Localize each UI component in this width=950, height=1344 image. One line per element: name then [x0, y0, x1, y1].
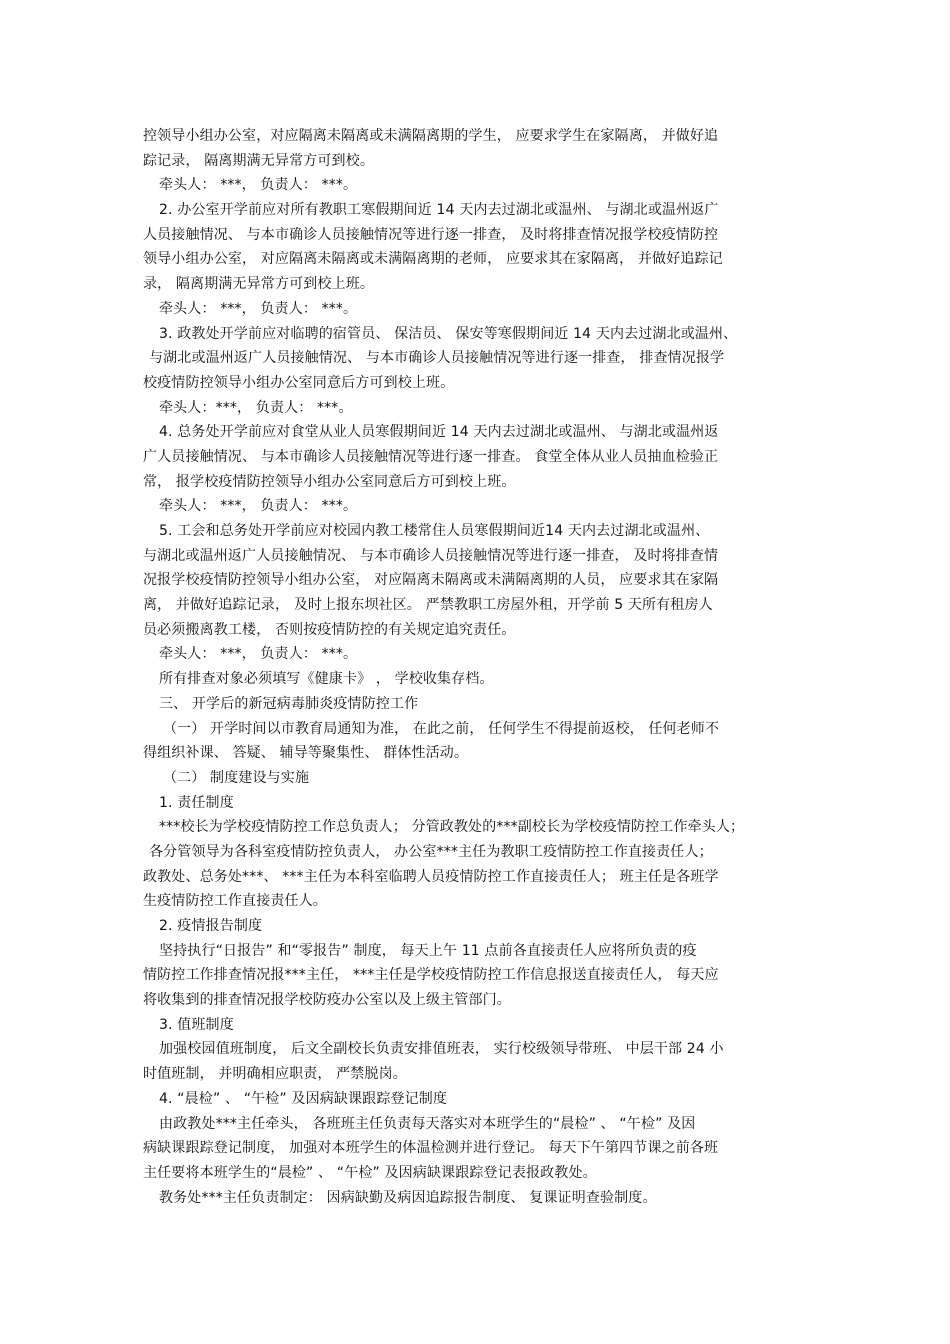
text-line: 校疫情防控领导小组办公室同意后方可到校上班。	[143, 374, 455, 391]
subsection-heading: 2. 疫情报告制度	[159, 918, 263, 934]
text-line: （一） 开学时间以市教育局通知为准， 在此之前， 任何学生不得提前返校， 任何老师不	[163, 720, 720, 737]
text-line: 牵头人：***， 负责人： ***。	[159, 399, 353, 416]
text-line: 3. 政教处开学前应对临聘的宿管员、 保洁员、 保安等寒假期间近 14 天内去过湖北或温州、	[159, 325, 738, 342]
text-line: 时值班制， 并明确相应职责， 严禁脱岗。	[143, 1066, 407, 1083]
subsection-heading: 4. “晨检” 、 “午检” 及因病缺课跟踪登记制度	[159, 1090, 448, 1107]
section-heading: 三、 开学后的新冠病毒肺炎疫情防控工作	[159, 695, 419, 712]
text-line: 主任要将本班学生的“晨检” 、 “午检” 及因病缺课跟踪登记表报政教处。	[143, 1164, 597, 1181]
text-line: 况报学校疫情防控领导小组办公室， 对应隔离未隔离或未满隔离期的人员， 应要求其在家隔	[143, 572, 719, 589]
document-page	[143, 124, 813, 1210]
text-line: 将收集到的排查情况报学校防疫办公室以及上级主管部门。	[143, 992, 511, 1009]
text-line: 离， 并做好追踪记录， 及时上报东坝社区。 严禁教职工房屋外租，开学前 5 天所有租房人	[143, 597, 713, 614]
text-line: 情防控工作排查情况报***主任， ***主任是学校疫情防控工作信息报送直接责任人， 每天应	[143, 967, 719, 984]
text-line: 牵头人： ***， 负责人： ***。	[159, 498, 358, 515]
text-line: 5. 工会和总务处开学前应对校园内教工楼常住人员寒假期间近14 天内去过湖北或温州、	[159, 523, 710, 539]
text-line: 4. 总务处开学前应对食堂从业人员寒假期间近 14 天内去过湖北或温州、 与湖北或温州返	[159, 424, 719, 441]
text-line: 踪记录， 隔离期满无异常方可到校。	[143, 152, 374, 169]
text-line: 牵头人： ***， 负责人： ***。	[159, 646, 358, 663]
text-line: 录， 隔离期满无异常方可到校上班。	[143, 276, 374, 293]
text-line: 所有排查对象必须填写《健康卡》 ， 学校收集存档。	[159, 671, 494, 688]
text-line: ***校长为学校疫情防控工作总负责人； 分管政教处的***副校长为学校疫情防控工作牵头人；	[159, 819, 745, 836]
text-line: 员必须搬离教工楼， 否则按疫情防控的有关规定追究责任。	[143, 621, 516, 638]
text-line: 2. 办公室开学前应对所有教职工寒假期间近 14 天内去过湖北或温州、 与湖北或温州返广	[159, 202, 719, 219]
text-line: 加强校园值班制度， 后文全副校长负责安排值班表， 实行校级领导带班、 中层干部 24 小	[159, 1041, 724, 1058]
text-line: 与湖北或温州返广人员接触情况、 与本市确诊人员接触情况等进行逐一排查， 及时将排查情	[143, 547, 719, 564]
text-line: 各分管领导为各科室疫情防控负责人， 办公室***主任为教职工疫情防控工作直接责任人；	[149, 843, 713, 860]
text-line: 生疫情防控工作直接责任人。	[143, 893, 327, 910]
text-line: 常， 报学校疫情防控领导小组办公室同意后方可到校上班。	[143, 473, 516, 490]
text-line: 政教处、总务处***、 ***主任为本科室临聘人员疫情防控工作直接责任人； 班主任是各班学	[143, 868, 719, 885]
text-line: 与湖北或温州返广人员接触情况、 与本市确诊人员接触情况等进行逐一排查， 排查情况报学	[149, 350, 725, 367]
text-line: 牵头人： ***， 负责人： ***。	[159, 300, 358, 317]
text-line: 由政教处***主任牵头， 各班班主任负责每天落实对本班学生的“晨检” 、 “午检” 及因	[159, 1115, 696, 1132]
text-line: 广人员接触情况、 与本市确诊人员接触情况等进行逐一排查。 食堂全体从业人员抽血检验正	[143, 448, 719, 465]
subsection-heading: （二） 制度建设与实施	[163, 769, 310, 786]
text-line: 病缺课跟踪登记制度， 加强对本班学生的体温检测并进行登记。 每天下午第四节课之前各班	[143, 1140, 719, 1157]
text-line: 教务处***主任负责制定： 因病缺勤及病因追踪报告制度、 复课证明查验制度。	[159, 1189, 657, 1206]
text-line: 人员接触情况、 与本市确诊人员接触情况等进行逐一排查， 及时将排查情况报学校疫情防控	[143, 226, 719, 243]
text-line: 得组织补课、 答疑、 辅导等聚集性、 群体性活动。	[143, 745, 469, 762]
subsection-heading: 1. 责任制度	[159, 794, 234, 811]
text-line: 牵头人： ***， 负责人： ***。	[159, 177, 358, 194]
subsection-heading: 3. 值班制度	[159, 1016, 234, 1033]
text-line: 坚持执行“日报告” 和“零报告” 制度， 每天上午 11 点前各直接责任人应将所负责的疫	[159, 942, 697, 959]
text-line: 领导小组办公室， 对应隔离未隔离或未满隔离期的老师， 应要求其在家隔离， 并做好追踪记	[143, 251, 723, 268]
text-line: 控领导小组办公室，对应隔离未隔离或未满隔离期的学生， 应要求学生在家隔离， 并做好追	[143, 128, 719, 144]
